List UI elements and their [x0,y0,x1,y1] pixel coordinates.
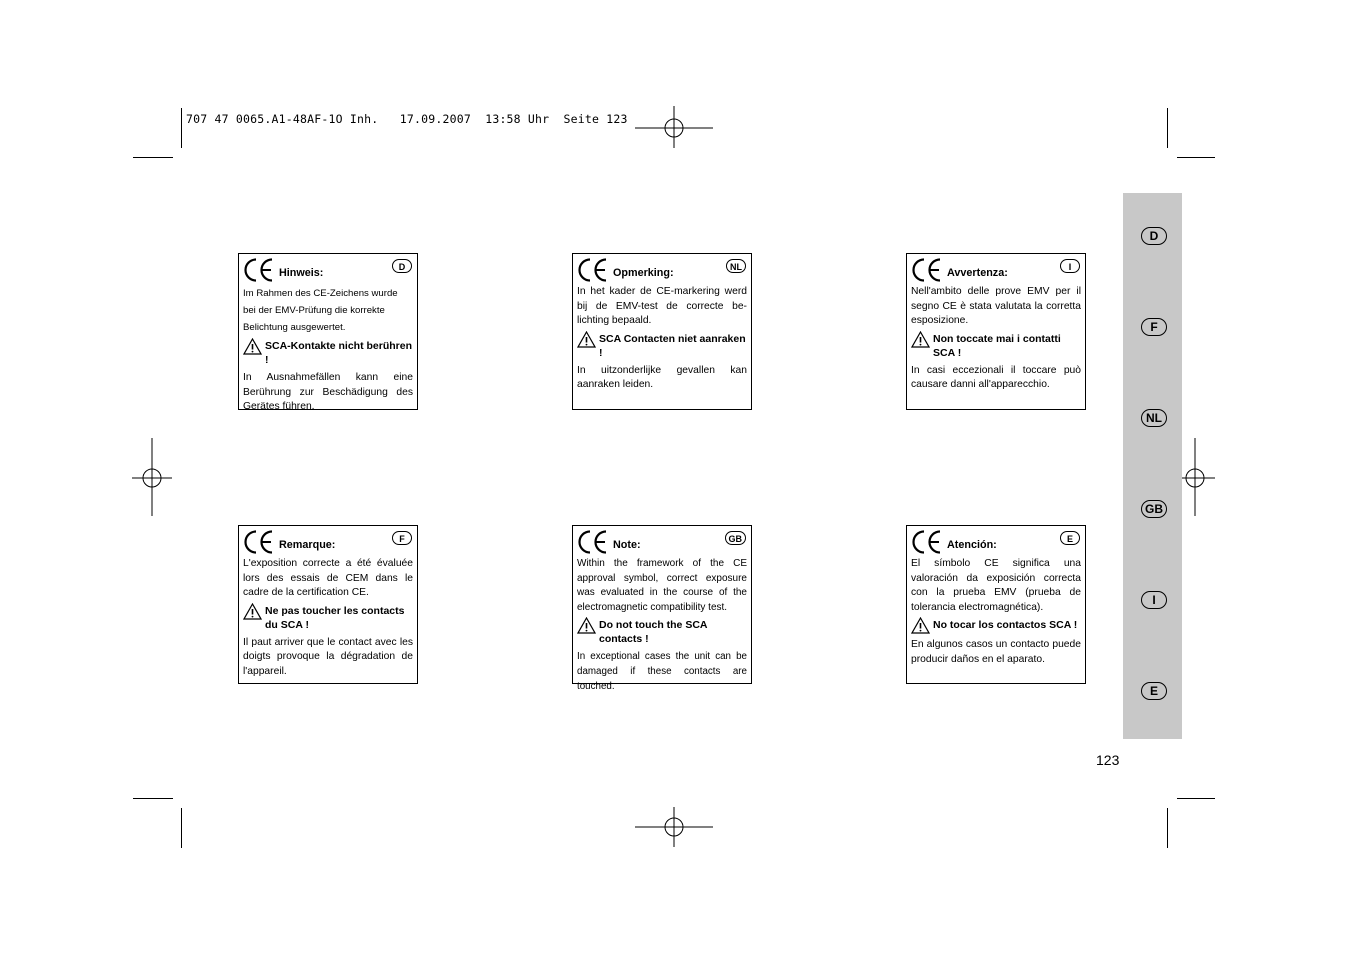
box-intro: In het kader de CE-markering werd bij de EMV-test de correcte be-lichting bepaald. [577,286,747,327]
box-intro: L'exposition correcte a été évaluée lors des essais de CEM dans le cadre de la certification CE. [243,558,413,599]
box-title: Remarque: [279,539,336,551]
sidebar-language-nl[interactable]: NL [1141,409,1167,427]
sidebar-language-d[interactable]: D [1141,227,1167,245]
crop-mark [133,157,173,158]
warning-triangle-icon [577,617,596,634]
warning-triangle-icon [243,338,262,355]
box-title: Note: [613,539,641,551]
sidebar-language-gb[interactable]: GB [1141,500,1167,518]
warning-text: No tocar los contactos SCA ! [933,619,1078,632]
box-detail: En algunos casos un contacto puede producir daños en el aparato. [911,639,1081,665]
language-badge: E [1060,531,1080,545]
box-title: Hinweis: [279,267,324,279]
ce-mark-icon [243,257,275,283]
language-badge: D [392,259,412,273]
box-title: Opmerking: [613,267,674,279]
notice-box-nl [572,253,752,410]
page-number: 123 [1096,752,1120,768]
printer-slug: 707 47 0065.A1-48AF-1O Inh. 17.09.2007 13:58 Uhr Seite 123 [186,112,628,126]
ce-mark-icon [577,529,609,555]
warning-text: Non toccate mai i contatti SCA ! [933,332,1061,359]
crop-mark [1177,157,1215,158]
ce-mark-icon [911,257,943,283]
ce-mark-icon [243,529,275,555]
box-detail: Il paut arriver que le contact avec les doigts provoque la dégradation de l'appareil. [243,636,413,677]
box-title: Avvertenza: [947,267,1008,279]
box-detail: In casi eccezionali il toccare può causare danni all'apparecchio. [911,364,1081,391]
notice-box-d [238,253,418,413]
box-intro: Nell'ambito delle prove EMV per il segno CE è stata valutata la corretta esposizione. [911,286,1081,327]
warning-row [577,332,747,360]
crop-mark [181,108,182,148]
crop-mark [1177,798,1215,799]
crosshair-registration-icon [132,438,174,518]
warning-text: SCA Contacten niet aanraken ! [599,332,746,359]
warning-row [243,339,413,367]
box-detail: In uitzonderlijke gevallen kan aanraken leiden. [577,364,747,391]
notice-box-i [906,253,1086,410]
warning-row [911,618,1081,634]
language-sidebar [1123,193,1182,739]
sidebar-language-f[interactable]: F [1141,318,1167,336]
notice-box-gb [572,525,752,692]
box-detail: In Ausnahmefällen kann eine Berührung zur Beschädigung des Gerätes führen. [243,372,413,413]
notice-box-e [906,525,1086,684]
box-detail: In exceptional cases the unit can be damaged if these contacts are touched. [577,651,747,692]
crosshair-registration-icon [635,100,715,150]
crosshair-registration-icon [635,805,715,850]
warning-text: Ne pas toucher les contacts du SCA ! [265,604,405,631]
crop-mark [133,798,173,799]
sidebar-language-e[interactable]: E [1141,682,1167,700]
language-badge: I [1060,259,1080,273]
box-title: Atención: [947,539,997,551]
box-intro: Im Rahmen des CE-Zeichens wurde bei der EMV-Prüfung die korrekte Belichtung ausgewertet. [243,288,398,333]
warning-row [911,332,1081,360]
warning-triangle-icon [911,617,930,634]
crop-mark [181,808,182,848]
box-intro: El símbolo CE significa una valoración da exposición correcta con la prueba EMV (prueba de tolerancia electromagnética). [911,558,1081,613]
warning-row [577,618,747,646]
warning-triangle-icon [911,331,930,348]
crop-mark [1167,108,1168,148]
box-intro: Within the framework of the CE approval symbol, correct exposure was evaluated in the course of the electromagnetic compatibility test. [577,558,747,613]
notice-box-f [238,525,418,684]
warning-text: SCA-Kontakte nicht berühren ! [265,340,413,366]
sidebar-language-i[interactable]: I [1141,591,1167,609]
language-badge: F [392,531,412,545]
warning-triangle-icon [577,331,596,348]
crop-mark [1167,808,1168,848]
warning-triangle-icon [243,603,262,620]
ce-mark-icon [577,257,609,283]
warning-row [243,604,413,632]
ce-mark-icon [911,529,943,555]
language-badge: NL [726,259,746,273]
language-badge: GB [725,531,747,545]
warning-text: Do not touch the SCA contacts ! [599,619,708,646]
